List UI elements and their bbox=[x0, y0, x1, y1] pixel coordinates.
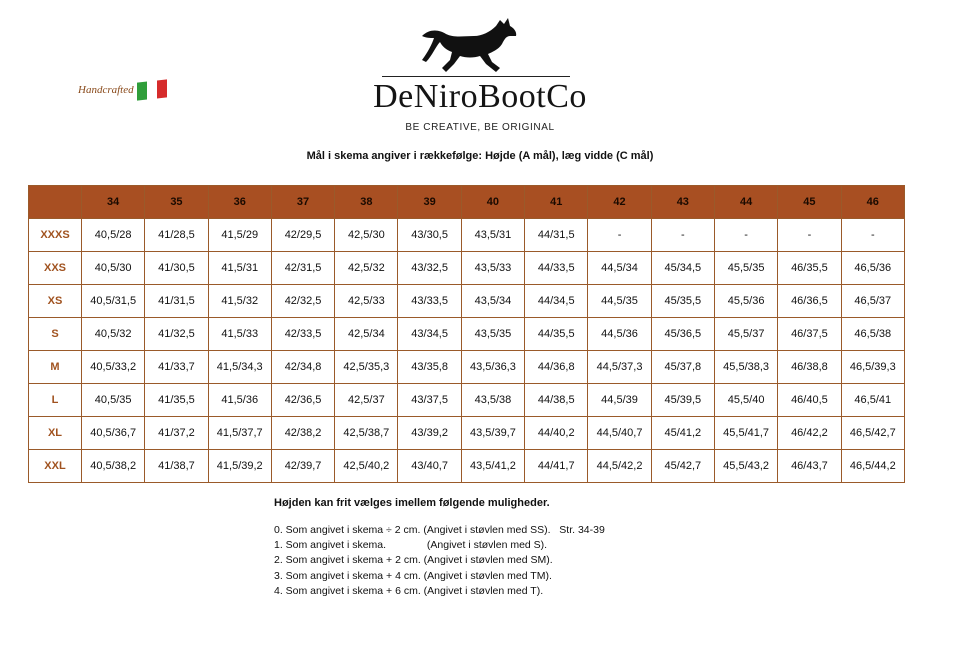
table-cell: 42/36,5 bbox=[271, 384, 334, 417]
table-cell: 43/39,2 bbox=[398, 417, 461, 450]
table-cell: 42,5/40,2 bbox=[335, 450, 398, 483]
brand-divider bbox=[382, 76, 570, 77]
brand-header bbox=[0, 0, 960, 140]
table-cell: 43/30,5 bbox=[398, 219, 461, 252]
table-cell: 43,5/39,7 bbox=[461, 417, 524, 450]
table-cell: 40,5/35 bbox=[82, 384, 145, 417]
table-cell: 44/41,7 bbox=[525, 450, 588, 483]
table-cell: 45,5/37 bbox=[714, 318, 777, 351]
table-cell: 41/38,7 bbox=[145, 450, 208, 483]
table-row bbox=[29, 450, 905, 483]
table-cell: 46/36,5 bbox=[778, 285, 841, 318]
table-cell: - bbox=[778, 219, 841, 252]
column-header: 43 bbox=[651, 186, 714, 219]
table-cell: 40,5/38,2 bbox=[82, 450, 145, 483]
notes-list bbox=[274, 523, 605, 599]
table-cell: 44,5/39 bbox=[588, 384, 651, 417]
table-cell: 42,5/37 bbox=[335, 384, 398, 417]
table-cell: 42,5/33 bbox=[335, 285, 398, 318]
table-cell: 46,5/42,7 bbox=[841, 417, 904, 450]
table-cell: 40,5/30 bbox=[82, 252, 145, 285]
table-cell: 45/37,8 bbox=[651, 351, 714, 384]
column-header: 35 bbox=[145, 186, 208, 219]
table-cell: 42,5/32 bbox=[335, 252, 398, 285]
table-cell: 45,5/41,7 bbox=[714, 417, 777, 450]
table-cell: 41,5/31 bbox=[208, 252, 271, 285]
table-cell: 40,5/36,7 bbox=[82, 417, 145, 450]
row-label: M bbox=[29, 351, 82, 384]
column-header: 46 bbox=[841, 186, 904, 219]
table-cell: - bbox=[588, 219, 651, 252]
table-cell: 46/40,5 bbox=[778, 384, 841, 417]
handcrafted-label: Handcrafted bbox=[78, 84, 134, 96]
table-cell: 42/29,5 bbox=[271, 219, 334, 252]
table-cell: 45,5/38,3 bbox=[714, 351, 777, 384]
table-cell: 41,5/37,7 bbox=[208, 417, 271, 450]
brand-tagline: BE CREATIVE, BE ORIGINAL bbox=[405, 122, 555, 133]
table-cell: 43,5/41,2 bbox=[461, 450, 524, 483]
table-row bbox=[29, 417, 905, 450]
table-cell: 41/31,5 bbox=[145, 285, 208, 318]
table-cell: 44/36,8 bbox=[525, 351, 588, 384]
table-cell: 45/39,5 bbox=[651, 384, 714, 417]
table-cell: 40,5/28 bbox=[82, 219, 145, 252]
note-item: 0. Som angivet i skema ÷ 2 cm. (Angivet i støvlen med SS). Str. 34-39 bbox=[274, 524, 605, 536]
table-cell: 43,5/31 bbox=[461, 219, 524, 252]
table-cell: 44/40,2 bbox=[525, 417, 588, 450]
table-cell: 44,5/34 bbox=[588, 252, 651, 285]
note-item: 2. Som angivet i skema + 2 cm. (Angivet i støvlen med SM). bbox=[274, 554, 553, 567]
table-cell: 45/41,2 bbox=[651, 417, 714, 450]
column-header: 38 bbox=[335, 186, 398, 219]
table-cell: 42,5/30 bbox=[335, 219, 398, 252]
column-header: 42 bbox=[588, 186, 651, 219]
table-cell: 45,5/35 bbox=[714, 252, 777, 285]
table-cell: 44,5/36 bbox=[588, 318, 651, 351]
flag-stripe bbox=[137, 82, 147, 101]
table-cell: 43/37,5 bbox=[398, 384, 461, 417]
table-cell: 46/38,8 bbox=[778, 351, 841, 384]
table-row bbox=[29, 318, 905, 351]
table-cell: 46,5/36 bbox=[841, 252, 904, 285]
table-cell: - bbox=[651, 219, 714, 252]
table-cell: 42/38,2 bbox=[271, 417, 334, 450]
table-header-row bbox=[29, 186, 905, 219]
table-cell: 43,5/35 bbox=[461, 318, 524, 351]
table-cell: 41,5/36 bbox=[208, 384, 271, 417]
table-row bbox=[29, 351, 905, 384]
column-header: 44 bbox=[714, 186, 777, 219]
table-cell: 43,5/38 bbox=[461, 384, 524, 417]
table-cell: - bbox=[714, 219, 777, 252]
table-cell: 41,5/29 bbox=[208, 219, 271, 252]
column-header: 40 bbox=[461, 186, 524, 219]
table-cell: 44/31,5 bbox=[525, 219, 588, 252]
table-cell: 44/33,5 bbox=[525, 252, 588, 285]
row-label: L bbox=[29, 384, 82, 417]
brand-name: DeNiroBootCo bbox=[373, 78, 587, 115]
flag-stripe bbox=[157, 79, 167, 98]
table-cell: 41,5/39,2 bbox=[208, 450, 271, 483]
table-cell: 42,5/34 bbox=[335, 318, 398, 351]
column-header: 34 bbox=[82, 186, 145, 219]
table-row bbox=[29, 285, 905, 318]
row-label: XL bbox=[29, 417, 82, 450]
row-label: S bbox=[29, 318, 82, 351]
table-cell: 43,5/34 bbox=[461, 285, 524, 318]
table-cell: 42/32,5 bbox=[271, 285, 334, 318]
table-cell: 44,5/37,3 bbox=[588, 351, 651, 384]
note-item: 1. Som angivet i skema. (Angivet i støvlen med S). bbox=[274, 539, 548, 552]
table-cell: 42/31,5 bbox=[271, 252, 334, 285]
table-cell: 46/37,5 bbox=[778, 318, 841, 351]
table-cell: 43/33,5 bbox=[398, 285, 461, 318]
table-row bbox=[29, 219, 905, 252]
column-header: 39 bbox=[398, 186, 461, 219]
table-cell: 40,5/33,2 bbox=[82, 351, 145, 384]
table-cell: 44,5/40,7 bbox=[588, 417, 651, 450]
table-cell: 41/37,2 bbox=[145, 417, 208, 450]
table-cell: 41/33,7 bbox=[145, 351, 208, 384]
table-cell: 43/35,8 bbox=[398, 351, 461, 384]
table-cell: 45/42,7 bbox=[651, 450, 714, 483]
table-cell: 45/36,5 bbox=[651, 318, 714, 351]
flag-stripe bbox=[147, 80, 157, 99]
table-cell: 46,5/41 bbox=[841, 384, 904, 417]
table-body bbox=[29, 219, 905, 483]
table-cell: 41,5/32 bbox=[208, 285, 271, 318]
table-cell: 40,5/32 bbox=[82, 318, 145, 351]
table-cell: 41,5/34,3 bbox=[208, 351, 271, 384]
table-cell: 42,5/35,3 bbox=[335, 351, 398, 384]
table-cell: 43/32,5 bbox=[398, 252, 461, 285]
table-cell: 41/28,5 bbox=[145, 219, 208, 252]
horse-logo-icon bbox=[420, 16, 520, 78]
measurement-instruction: Mål i skema angiver i rækkefølge: Højde (A mål), læg vidde (C mål) bbox=[306, 150, 654, 162]
table-cell: 46,5/44,2 bbox=[841, 450, 904, 483]
table-cell: 44,5/42,2 bbox=[588, 450, 651, 483]
table-cell: 41/32,5 bbox=[145, 318, 208, 351]
italian-flag-icon bbox=[137, 79, 167, 100]
table-cell: 43,5/36,3 bbox=[461, 351, 524, 384]
column-header: 41 bbox=[525, 186, 588, 219]
column-header: 45 bbox=[778, 186, 841, 219]
table-cell: 42,5/38,7 bbox=[335, 417, 398, 450]
table-cell: 46/35,5 bbox=[778, 252, 841, 285]
size-table bbox=[28, 185, 905, 483]
row-label: XXS bbox=[29, 252, 82, 285]
table-cell: 44,5/35 bbox=[588, 285, 651, 318]
table-cell: 43/34,5 bbox=[398, 318, 461, 351]
table-cell: 46,5/37 bbox=[841, 285, 904, 318]
handcrafted-badge bbox=[78, 80, 167, 100]
table-cell: 43/40,7 bbox=[398, 450, 461, 483]
column-header: 37 bbox=[271, 186, 334, 219]
row-label: XS bbox=[29, 285, 82, 318]
table-cell: 41/35,5 bbox=[145, 384, 208, 417]
table-row bbox=[29, 384, 905, 417]
table-cell: 42/34,8 bbox=[271, 351, 334, 384]
table-cell: 42/33,5 bbox=[271, 318, 334, 351]
row-label: XXXS bbox=[29, 219, 82, 252]
table-cell: 45,5/40 bbox=[714, 384, 777, 417]
table-cell: 41/30,5 bbox=[145, 252, 208, 285]
table-cell: 44/34,5 bbox=[525, 285, 588, 318]
table-row bbox=[29, 252, 905, 285]
table-cell: 44/38,5 bbox=[525, 384, 588, 417]
note-item: 3. Som angivet i skema + 4 cm. (Angivet i støvlen med TM). bbox=[274, 569, 552, 582]
table-cell: 46/43,7 bbox=[778, 450, 841, 483]
table-cell: 45/35,5 bbox=[651, 285, 714, 318]
table-cell: 46,5/38 bbox=[841, 318, 904, 351]
table-cell: 46/42,2 bbox=[778, 417, 841, 450]
table-cell: 42/39,7 bbox=[271, 450, 334, 483]
table-cell: 40,5/31,5 bbox=[82, 285, 145, 318]
table-cell: 46,5/39,3 bbox=[841, 351, 904, 384]
notes-title: Højden kan frit vælges imellem følgende muligheder. bbox=[274, 497, 550, 509]
table-cell: 45,5/36 bbox=[714, 285, 777, 318]
table-cell: 41,5/33 bbox=[208, 318, 271, 351]
table-corner-cell bbox=[29, 186, 82, 219]
row-label: XXL bbox=[29, 450, 82, 483]
table-cell: 45,5/43,2 bbox=[714, 450, 777, 483]
table-cell: 45/34,5 bbox=[651, 252, 714, 285]
table-cell: 43,5/33 bbox=[461, 252, 524, 285]
table-cell: - bbox=[841, 219, 904, 252]
table-cell: 44/35,5 bbox=[525, 318, 588, 351]
column-header: 36 bbox=[208, 186, 271, 219]
note-item: 4. Som angivet i skema + 6 cm. (Angivet i støvlen med T). bbox=[274, 584, 544, 597]
